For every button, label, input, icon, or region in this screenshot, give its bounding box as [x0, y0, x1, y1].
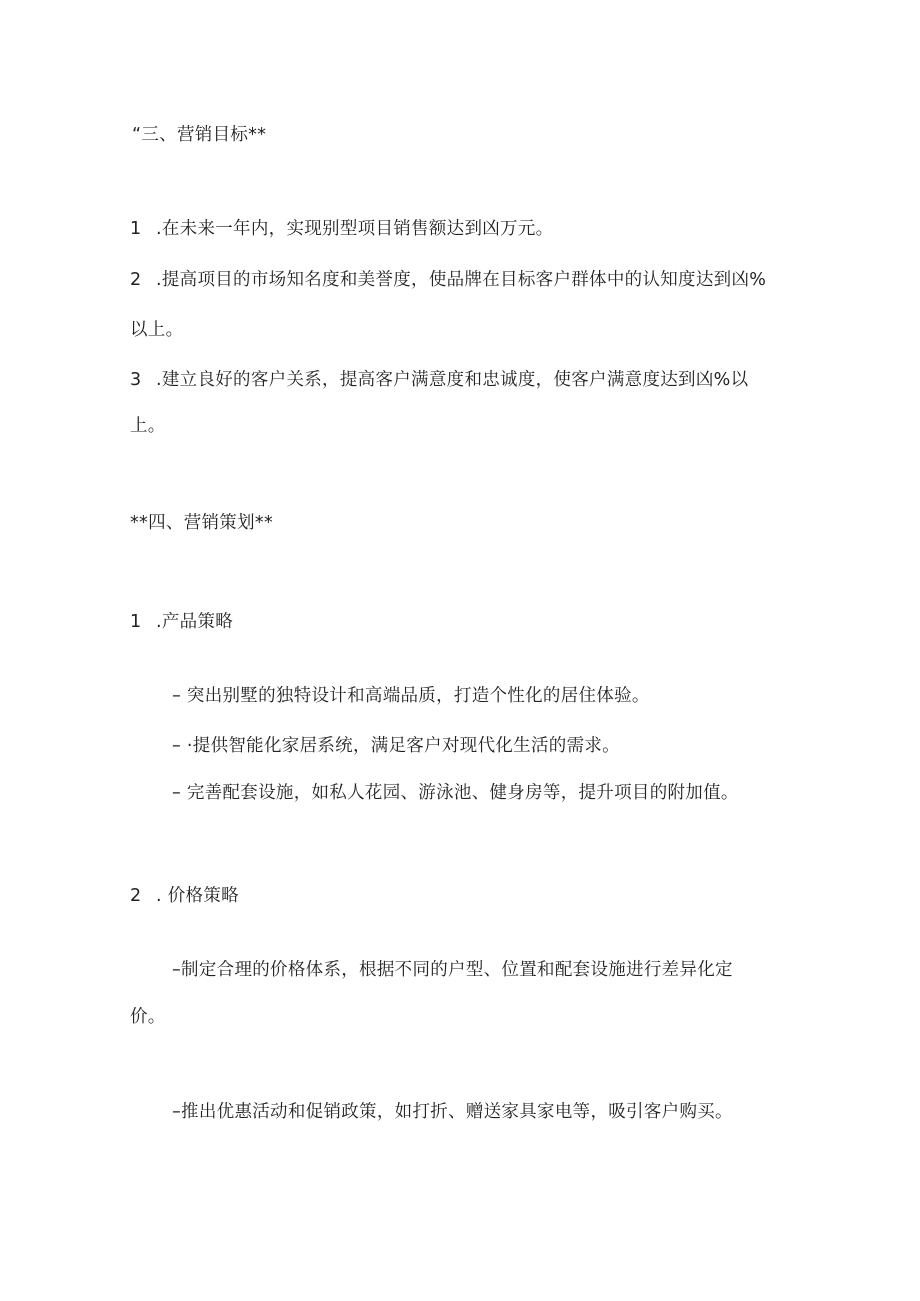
product-bullet-1: – 突出别墅的独特设计和高端品质，打造个性化的居住体验。 [172, 686, 650, 706]
goal-item-2 [130, 268, 766, 292]
strategy-number: 2 [130, 886, 142, 906]
section-3-heading: “三、营销目标** [132, 125, 267, 145]
goal-item-1 [130, 217, 553, 241]
strategy-title-text: .产品策略 [156, 612, 234, 632]
goal-item-3 [130, 368, 748, 392]
goal-text: .在未来一年内，实现别型项目销售额达到凶万元。 [156, 219, 554, 239]
product-strategy-title [130, 610, 233, 634]
strategy-title-text: . 价格策略 [156, 886, 239, 906]
goal-number: 3 [130, 370, 142, 390]
product-bullet-3: – 完善配套设施，如私人花园、游泳池、健身房等，提升项目的附加值。 [172, 783, 739, 803]
price-bullet-1: –制定合理的价格体系，根据不同的户型、位置和配套设施进行差异化定 [172, 960, 733, 980]
price-bullet-2: –推出优惠活动和促销政策，如打折、赠送家具家电等，吸引客户购买。 [172, 1102, 733, 1122]
goal-item-3-continuation: 上。 [130, 416, 166, 436]
goal-item-2-continuation: 以上。 [130, 320, 184, 340]
goal-number: 2 [130, 270, 142, 290]
goal-text: .提高项目的市场知名度和美誉度，使品牌在目标客户群体中的认知度达到凶% [156, 270, 767, 290]
strategy-number: 1 [130, 612, 142, 632]
goal-number: 1 [130, 219, 142, 239]
section-4-heading: **四、营销策划** [130, 513, 273, 533]
goal-text: .建立良好的客户关系，提高客户满意度和忠诚度，使客户满意度达到凶%以 [156, 370, 749, 390]
price-bullet-1-continuation: 价。 [130, 1007, 166, 1027]
product-bullet-2: – ·提供智能化家居系统，满足客户对现代化生活的需求。 [172, 736, 620, 756]
price-strategy-title [130, 884, 239, 908]
